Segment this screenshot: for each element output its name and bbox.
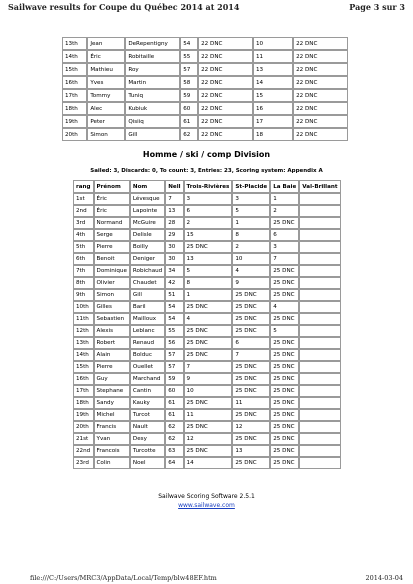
table-cell: Leblanc (130, 325, 165, 337)
table-cell: Dominique (94, 265, 130, 277)
table-cell: Robert (94, 337, 130, 349)
table-cell (299, 265, 340, 277)
table-cell: 22 DNC (198, 128, 253, 141)
table-cell: 25 DNC (270, 445, 299, 457)
table-cell: 21st (73, 433, 94, 445)
table-cell: 25 DNC (232, 385, 270, 397)
table-cell: 25 DNC (184, 301, 233, 313)
table-cell: 25 DNC (184, 397, 233, 409)
table-cell: 25 DNC (270, 433, 299, 445)
table-cell: 25 DNC (270, 397, 299, 409)
table-cell: 11 (253, 50, 293, 63)
table-cell: Cantin (130, 385, 165, 397)
table-cell: Noel (130, 457, 165, 469)
table-cell: Simon (87, 128, 125, 141)
table-cell: 54 (165, 313, 183, 325)
table-cell: 13 (253, 63, 293, 76)
table-cell: Yvan (94, 433, 130, 445)
table-cell: 14th (62, 50, 87, 63)
table-cell: Sebastien (94, 313, 130, 325)
table-cell: Kubiuk (125, 102, 180, 115)
table-cell: Marchand (130, 373, 165, 385)
table-cell: 25 DNC (270, 385, 299, 397)
table-cell: 60 (180, 102, 198, 115)
table-cell: 12th (73, 325, 94, 337)
table-cell: 7 (184, 361, 233, 373)
table-cell: 22 DNC (293, 115, 348, 128)
table-cell: 1st (73, 193, 94, 205)
table-cell: 1 (270, 193, 299, 205)
table-cell: 25 DNC (232, 457, 270, 469)
table-cell: 17th (62, 89, 87, 102)
table-cell: 22 DNC (198, 115, 253, 128)
table-cell: 4 (184, 313, 233, 325)
table-cell: Robitaille (125, 50, 180, 63)
table-cell: 25 DNC (184, 337, 233, 349)
table-cell: 25 DNC (232, 301, 270, 313)
column-header: Nell (165, 180, 183, 193)
table-cell (299, 433, 340, 445)
table-cell: Desy (130, 433, 165, 445)
table-cell: Gilles (94, 301, 130, 313)
table-cell: 7th (73, 265, 94, 277)
table-cell: Renaud (130, 337, 165, 349)
table-cell (299, 241, 340, 253)
table-cell: 3 (270, 241, 299, 253)
table-cell: 34 (165, 265, 183, 277)
table-cell: 25 DNC (270, 217, 299, 229)
table-cell: 20th (62, 128, 87, 141)
table-cell: 22nd (73, 445, 94, 457)
table-row (73, 229, 341, 241)
table-cell: Baril (130, 301, 165, 313)
table-cell: 57 (165, 349, 183, 361)
table-cell: 19th (73, 409, 94, 421)
table-cell: 22 DNC (293, 76, 348, 89)
table-cell: 2nd (73, 205, 94, 217)
table-cell: 22 DNC (293, 128, 348, 141)
software-credit: Sailwave Scoring Software 2.5.1 (158, 493, 255, 500)
table-cell: Alain (94, 349, 130, 361)
table-cell: 25 DNC (270, 337, 299, 349)
table-cell: Gill (130, 289, 165, 301)
table-cell: 20th (73, 421, 94, 433)
table-row (73, 253, 341, 265)
table-cell: 25 DNC (270, 313, 299, 325)
table-cell: 29 (165, 229, 183, 241)
table-cell: 2 (232, 241, 270, 253)
table-cell: 18th (62, 102, 87, 115)
table-cell: 3rd (73, 217, 94, 229)
page-number: Page 3 sur 3 (349, 2, 405, 12)
table-cell: 12 (184, 433, 233, 445)
table-cell: 22 DNC (198, 102, 253, 115)
table-row (73, 337, 341, 349)
table-cell: 25 DNC (270, 349, 299, 361)
table-cell: Stephane (94, 385, 130, 397)
table-row (73, 349, 341, 361)
table-cell: Yves (87, 76, 125, 89)
table-cell: 5th (73, 241, 94, 253)
table-cell: Mathieu (87, 63, 125, 76)
table-cell (299, 313, 340, 325)
table-row (73, 277, 341, 289)
table-cell: Chaudet (130, 277, 165, 289)
table-row (73, 433, 341, 445)
table-cell: 10th (73, 301, 94, 313)
table-cell: 2 (184, 217, 233, 229)
table-cell: 25 DNC (270, 421, 299, 433)
column-header: Nom (130, 180, 165, 193)
table-cell: Ouellet (130, 361, 165, 373)
table-cell: 5 (270, 325, 299, 337)
table-cell: 11th (73, 313, 94, 325)
table-row (62, 50, 348, 63)
table-row (62, 128, 348, 141)
table-cell: Pierre (94, 361, 130, 373)
table-row (62, 102, 348, 115)
table-cell: 61 (165, 397, 183, 409)
table-cell: Mailloux (130, 313, 165, 325)
table-cell: 7 (232, 349, 270, 361)
table-row (73, 457, 341, 469)
table-cell (299, 349, 340, 361)
table-cell: 19th (62, 115, 87, 128)
table-cell: Martin (125, 76, 180, 89)
table-cell: 5 (184, 265, 233, 277)
table-cell: 25 DNC (270, 373, 299, 385)
table-row (73, 445, 341, 457)
table-cell: 12 (232, 421, 270, 433)
table-cell: Olivier (94, 277, 130, 289)
table-cell: 22 DNC (293, 63, 348, 76)
table-cell: 22 DNC (198, 76, 253, 89)
table-cell: Michel (94, 409, 130, 421)
table-cell: 25 DNC (270, 289, 299, 301)
table-cell: 25 DNC (184, 421, 233, 433)
sailwave-link[interactable]: www.sailwave.com (178, 502, 235, 509)
division-summary: Sailed: 3, Discards: 0, To count: 3, Entries: 23, Scoring system: Appendix A (90, 168, 323, 174)
table-row (73, 301, 341, 313)
column-header: St-Placide (232, 180, 270, 193)
table-cell: 6 (270, 229, 299, 241)
division-results-table (73, 180, 341, 469)
table-row (73, 373, 341, 385)
table-cell: 8 (232, 229, 270, 241)
table-cell: 6th (73, 253, 94, 265)
table-cell: 10 (232, 253, 270, 265)
table-cell (299, 301, 340, 313)
table-cell (299, 325, 340, 337)
table-row (73, 397, 341, 409)
table-cell: 9th (73, 289, 94, 301)
table-cell: 22 DNC (293, 102, 348, 115)
table-row (73, 241, 341, 253)
table-cell: Serge (94, 229, 130, 241)
table-cell (299, 361, 340, 373)
table-cell: 2 (270, 205, 299, 217)
table-cell: 58 (180, 76, 198, 89)
table-cell: 25 DNC (184, 241, 233, 253)
table-cell: 22 DNC (293, 89, 348, 102)
page-header-title: Sailwave results for Coupe du Québec 2014 at 2014 (8, 2, 240, 12)
table-cell: 15 (184, 229, 233, 241)
table-cell: 62 (165, 421, 183, 433)
table-row (62, 63, 348, 76)
table-cell (299, 421, 340, 433)
table-row (62, 37, 348, 50)
table-cell: 8 (184, 277, 233, 289)
table-cell (299, 385, 340, 397)
table-cell: 55 (180, 50, 198, 63)
table-cell: 30 (165, 253, 183, 265)
print-date: 2014-03-04 (365, 574, 403, 582)
table-cell: Bolduc (130, 349, 165, 361)
table-cell: Tuniq (125, 89, 180, 102)
table-cell: 22 DNC (293, 37, 348, 50)
table-cell: 25 DNC (184, 445, 233, 457)
table-cell: 14th (73, 349, 94, 361)
column-header: Val-Brillant (299, 180, 340, 193)
table-cell (299, 337, 340, 349)
table-cell: 60 (165, 385, 183, 397)
table-cell: Turcot (130, 409, 165, 421)
table-cell: Nault (130, 421, 165, 433)
table-cell: Alexis (94, 325, 130, 337)
table-cell (299, 289, 340, 301)
table-cell: 25 DNC (232, 409, 270, 421)
table-cell: 3 (184, 193, 233, 205)
table-cell (299, 205, 340, 217)
table-cell: 4 (232, 265, 270, 277)
table-cell: 59 (180, 89, 198, 102)
table-cell: 57 (165, 361, 183, 373)
table-cell (299, 217, 340, 229)
table-row (73, 289, 341, 301)
table-cell: 1 (184, 289, 233, 301)
table-cell: 23rd (73, 457, 94, 469)
table-cell: 15th (62, 63, 87, 76)
table-cell: Éric (94, 205, 130, 217)
table-cell: 25 DNC (232, 313, 270, 325)
table-cell: 56 (165, 337, 183, 349)
table-cell (299, 229, 340, 241)
table-cell: Roy (125, 63, 180, 76)
division-results-body (73, 193, 341, 469)
table-cell: 8th (73, 277, 94, 289)
table-cell: Sandy (94, 397, 130, 409)
table-cell: 25 DNC (270, 409, 299, 421)
table-cell (299, 253, 340, 265)
continued-results-table (62, 37, 348, 141)
table-cell: 54 (180, 37, 198, 50)
column-header: Trois-Rivières (184, 180, 233, 193)
table-cell: 51 (165, 289, 183, 301)
table-cell: 6 (232, 337, 270, 349)
table-cell: 25 DNC (232, 289, 270, 301)
table-cell: 3 (232, 193, 270, 205)
table-cell: 4th (73, 229, 94, 241)
table-cell: Peter (87, 115, 125, 128)
table-cell: 61 (165, 409, 183, 421)
table-cell: Jean (87, 37, 125, 50)
table-cell: 63 (165, 445, 183, 457)
table-cell: DeRepentigny (125, 37, 180, 50)
table-cell: 11 (232, 397, 270, 409)
table-cell: 15 (253, 89, 293, 102)
table-cell: Guy (94, 373, 130, 385)
table-cell: 25 DNC (184, 325, 233, 337)
table-cell: 17th (73, 385, 94, 397)
table-cell: 22 DNC (198, 89, 253, 102)
table-row (73, 217, 341, 229)
table-cell: 57 (180, 63, 198, 76)
table-cell: 18 (253, 128, 293, 141)
table-cell: 17 (253, 115, 293, 128)
table-row (73, 313, 341, 325)
table-cell: Robichaud (130, 265, 165, 277)
table-cell: 13 (184, 253, 233, 265)
table-cell: 42 (165, 277, 183, 289)
table-cell (299, 277, 340, 289)
table-cell: 22 DNC (198, 50, 253, 63)
table-cell: Deniger (130, 253, 165, 265)
table-cell: 54 (165, 301, 183, 313)
table-row (73, 385, 341, 397)
table-cell: Lapointe (130, 205, 165, 217)
table-cell: 30 (165, 241, 183, 253)
table-cell: 25 DNC (232, 325, 270, 337)
table-cell: Alec (87, 102, 125, 115)
table-cell: 9 (232, 277, 270, 289)
column-header: La Baie (270, 180, 299, 193)
table-cell: Turcotte (130, 445, 165, 457)
table-cell: 62 (165, 433, 183, 445)
table-cell: 64 (165, 457, 183, 469)
column-header: rang (73, 180, 94, 193)
table-cell: 16th (73, 373, 94, 385)
table-cell: 22 DNC (198, 37, 253, 50)
table-cell: Francois (94, 445, 130, 457)
table-cell: 13 (165, 205, 183, 217)
table-cell: 11 (184, 409, 233, 421)
table-cell: Kauky (130, 397, 165, 409)
table-cell: Gill (125, 128, 180, 141)
table-cell: 18th (73, 397, 94, 409)
table-cell: 25 DNC (232, 373, 270, 385)
table-row (73, 325, 341, 337)
table-cell: 55 (165, 325, 183, 337)
table-cell: 25 DNC (270, 277, 299, 289)
table-cell: Normand (94, 217, 130, 229)
table-row (62, 89, 348, 102)
table-cell: 28 (165, 217, 183, 229)
column-header: Prénom (94, 180, 130, 193)
table-cell: 59 (165, 373, 183, 385)
table-cell: Simon (94, 289, 130, 301)
table-cell: 22 DNC (198, 63, 253, 76)
table-cell: 5 (232, 205, 270, 217)
table-cell: 25 DNC (232, 361, 270, 373)
table-cell: 7 (165, 193, 183, 205)
table-cell (299, 445, 340, 457)
table-row (73, 361, 341, 373)
table-cell: 9 (184, 373, 233, 385)
table-cell: Tommy (87, 89, 125, 102)
table-cell: 25 DNC (270, 361, 299, 373)
table-cell (299, 193, 340, 205)
table-cell: 25 DNC (270, 265, 299, 277)
table-cell: 15th (73, 361, 94, 373)
table-cell: 13 (232, 445, 270, 457)
table-cell: 13th (73, 337, 94, 349)
file-path: file:///C:/Users/MRC3/AppData/Local/Temp/blw48EF.htm (30, 574, 217, 582)
table-cell: 25 DNC (184, 349, 233, 361)
division-header-row (73, 180, 341, 193)
table-cell (299, 409, 340, 421)
table-cell: Benoit (94, 253, 130, 265)
table-row (73, 205, 341, 217)
table-cell: 25 DNC (270, 457, 299, 469)
table-cell (299, 457, 340, 469)
table-cell: Pierre (94, 241, 130, 253)
table-cell: 13th (62, 37, 87, 50)
table-cell: Boilly (130, 241, 165, 253)
table-cell: 62 (180, 128, 198, 141)
division-title: Homme / ski / comp Division (142, 150, 271, 159)
table-cell: 16 (253, 102, 293, 115)
table-row (73, 265, 341, 277)
table-cell: 4 (270, 301, 299, 313)
table-cell: Éric (87, 50, 125, 63)
table-cell: 10 (253, 37, 293, 50)
table-cell: 7 (270, 253, 299, 265)
table-cell: Colin (94, 457, 130, 469)
table-cell: 14 (253, 76, 293, 89)
table-cell: 6 (184, 205, 233, 217)
table-cell: 1 (232, 217, 270, 229)
table-cell: 14 (184, 457, 233, 469)
table-cell: 10 (184, 385, 233, 397)
table-cell (299, 397, 340, 409)
table-cell: 22 DNC (293, 50, 348, 63)
table-cell: Éric (94, 193, 130, 205)
continued-results-body (62, 37, 348, 141)
table-cell: McGuire (130, 217, 165, 229)
table-cell: Francis (94, 421, 130, 433)
table-row (73, 193, 341, 205)
table-row (73, 421, 341, 433)
table-cell: Qisiiq (125, 115, 180, 128)
table-cell: 16th (62, 76, 87, 89)
table-cell: Lévesque (130, 193, 165, 205)
table-cell: 61 (180, 115, 198, 128)
table-row (62, 76, 348, 89)
table-row (73, 409, 341, 421)
table-row (62, 115, 348, 128)
table-cell: Delisle (130, 229, 165, 241)
table-cell: 25 DNC (232, 433, 270, 445)
table-cell (299, 373, 340, 385)
